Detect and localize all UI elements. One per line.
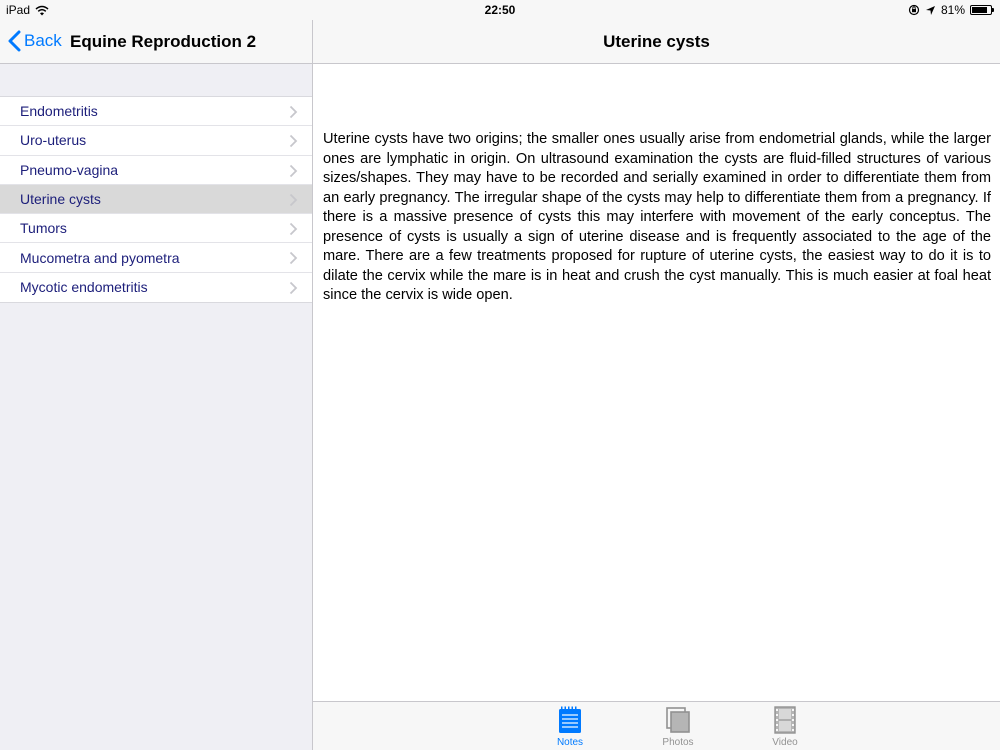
orientation-lock-icon — [908, 4, 920, 16]
topic-list — [0, 96, 312, 303]
status-right — [908, 3, 992, 17]
chevron-right-icon — [289, 193, 298, 207]
photos-icon — [665, 706, 691, 734]
list-item-tumors[interactable] — [0, 214, 312, 243]
list-item-label: Tumors — [20, 220, 67, 237]
detail-content[interactable] — [313, 64, 1000, 701]
location-arrow-icon — [925, 5, 936, 16]
video-icon — [774, 706, 796, 734]
status-bar — [0, 0, 1000, 20]
list-item-mycotic-endometritis[interactable] — [0, 273, 312, 302]
status-device: iPad — [6, 3, 31, 17]
battery-fill — [972, 7, 987, 13]
list-item-label: Mycotic endometritis — [20, 279, 148, 296]
list-item-label: Uro-uterus — [20, 132, 87, 149]
tab-label: Photos — [662, 737, 694, 748]
list-item-label: Mucometra and pyometra — [20, 249, 180, 266]
tab-video[interactable] — [755, 706, 815, 748]
status-left — [6, 3, 49, 17]
tab-label: Notes — [556, 737, 584, 748]
master-pane — [0, 0, 313, 750]
chevron-right-icon — [289, 222, 298, 236]
list-item-label: Uterine cysts — [20, 191, 101, 208]
chevron-right-icon — [289, 105, 298, 119]
list-item-pneumo-vagina[interactable] — [0, 156, 312, 185]
master-title: Equine Reproduction 2 — [70, 32, 257, 51]
notes-text: Uterine cysts have two origins; the smaller ones usually arise from endometrial glands, while the larger ones are lymphatic in origin. On ultrasound examination the cysts are fluid-filled structures of various sizes/shapes. They may have to be recorded and serially examined in order to differentiate them from an early pregnancy. The irregular shape of the cysts may help to differentiate them from a pregnancy. If there is a massive presence of cysts this may interfere with movement of the early conceptus. The presence of cysts is usually a sign of uterine disease and is frequently associated to the age of the mare. There are a few treatments proposed for rupture of uterine cysts, the easiest way to do it is to dilate the cervix while the mare is in heat and crush the cyst manually. This is much easier at foal heat since the cervix is wide open. — [323, 131, 991, 303]
tab-notes[interactable] — [540, 706, 600, 748]
tab-label: Video — [772, 737, 798, 748]
battery-percentage: 81% — [940, 3, 965, 17]
back-button-label: Back — [24, 31, 62, 50]
list-item-uterine-cysts[interactable] — [0, 185, 312, 214]
battery-icon — [970, 5, 992, 15]
chevron-right-icon — [289, 164, 298, 178]
chevron-left-icon — [8, 30, 21, 52]
status-time: 22:50 — [484, 3, 516, 17]
master-navigation-bar — [0, 20, 312, 64]
chevron-right-icon — [289, 251, 298, 265]
list-item-endometritis[interactable] — [0, 97, 312, 126]
chevron-right-icon — [289, 281, 298, 295]
tab-photos[interactable] — [648, 706, 708, 748]
notes-icon — [558, 706, 582, 734]
list-item-label: Pneumo-vagina — [20, 161, 119, 178]
chevron-right-icon — [289, 134, 298, 148]
page-title: Uterine cysts — [603, 32, 710, 51]
back-button[interactable] — [8, 30, 62, 52]
detail-navigation-bar — [313, 20, 1000, 64]
tab-bar — [313, 701, 1000, 750]
list-item-mucometra-and-pyometra[interactable] — [0, 243, 312, 272]
wifi-icon — [35, 5, 49, 16]
list-item-uro-uterus[interactable] — [0, 126, 312, 155]
list-item-label: Endometritis — [20, 103, 98, 120]
